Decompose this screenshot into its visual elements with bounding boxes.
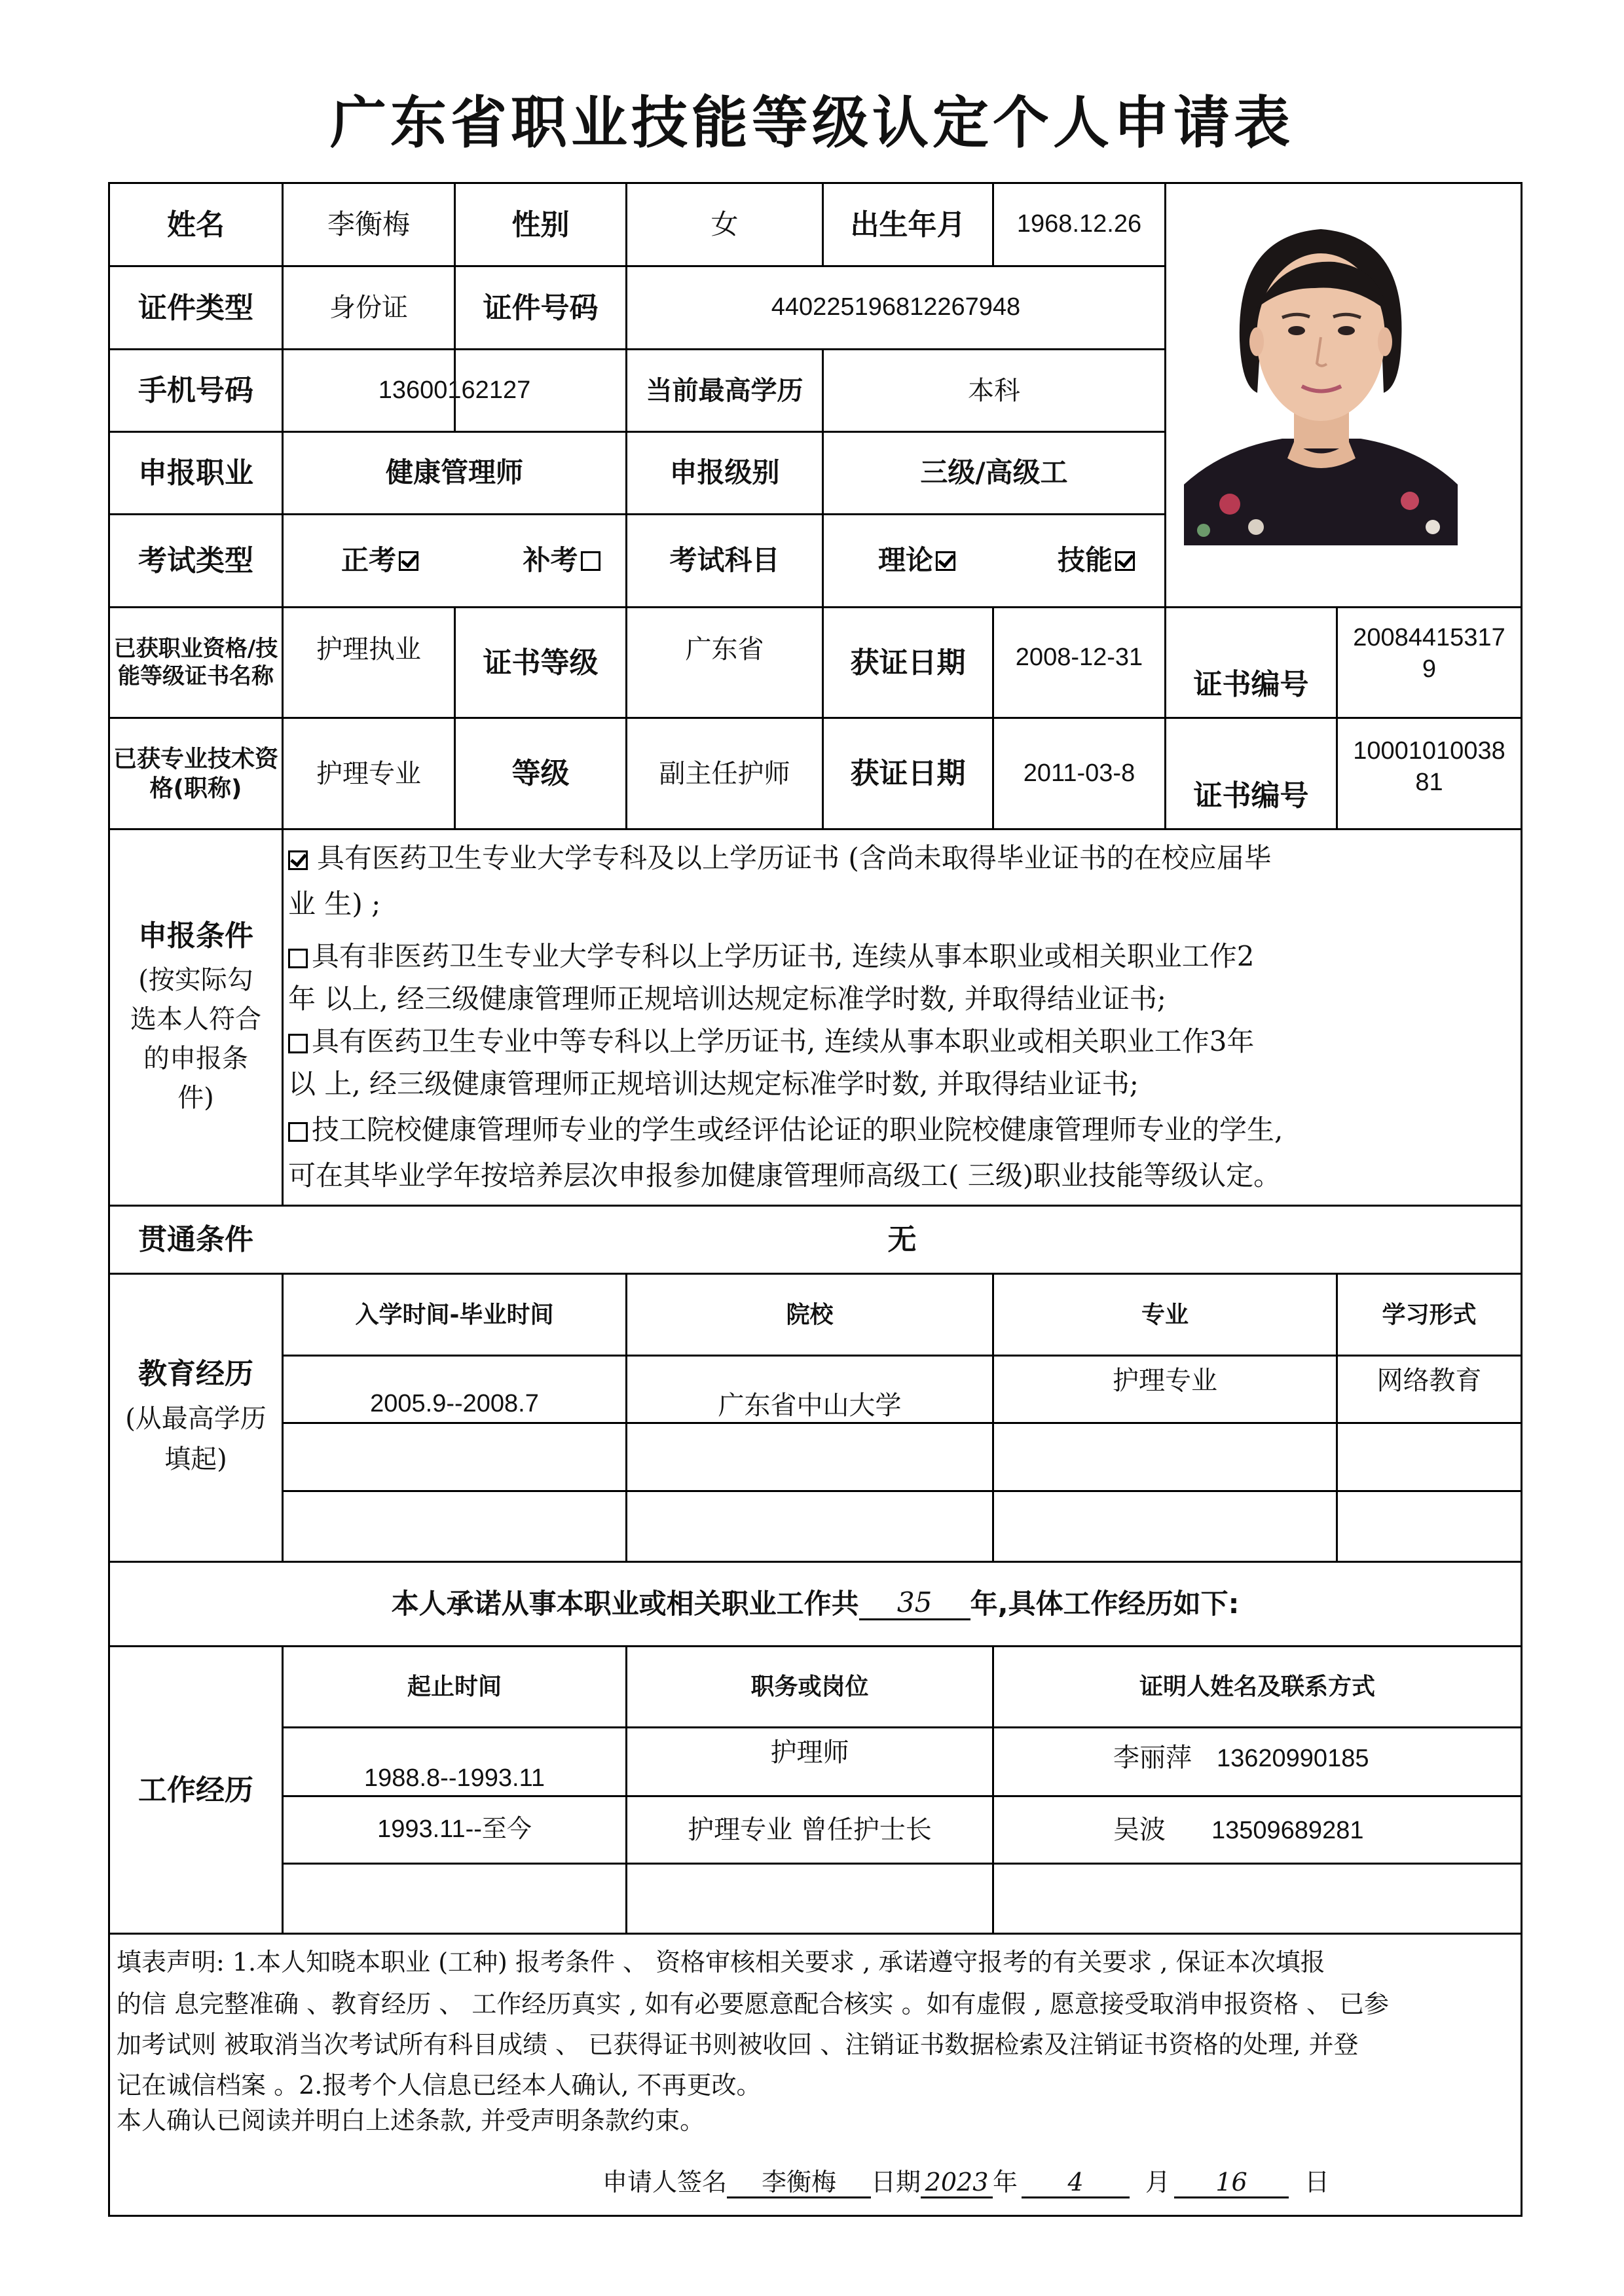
work-row1-reference[interactable] [1113,1741,1369,1775]
conditions-title: 申报条件 [138,919,253,953]
education-label: 当前最高学历 [646,375,803,406]
education-value[interactable]: 本科 [968,375,1020,406]
declaration-line-5: 本人确认已阅读并明白上述条款, 并受声明条款约束。 [117,2106,705,2135]
cert1-name-value[interactable]: 护理执业 [316,634,421,665]
education-history-hint: (从最高学历填起) [125,1404,267,1474]
education-history-label-cell [110,1275,282,1561]
id-type-value[interactable]: 身份证 [329,293,408,323]
condition-2[interactable] [288,936,1254,977]
work-header-reference: 证明人姓名及联系方式 [1139,1673,1375,1700]
form-title: 广东省职业技能等级认定个人申请表 [330,90,1294,156]
work-row2-period[interactable]: 1993.11--至今 [377,1815,532,1844]
work-row3-period[interactable] [284,1865,625,1933]
work-commitment-prefix: 本人承诺从事本职业或相关职业工作共 [391,1587,859,1620]
condition-4-line1: 技工院校健康管理师专业的学生或经评估论证的职业院校健康管理师专业的学生, [312,1114,1283,1146]
work-row3-reference[interactable] [994,1865,1521,1933]
edu-row1-period[interactable]: 2005.9--2008.7 [370,1389,539,1417]
cert2-number-line1: 10001010038 [1353,737,1505,765]
applicant-photo [1184,196,1458,545]
id-number-value[interactable]: 440225196812267948 [771,293,1021,321]
occupation-value[interactable]: 健康管理师 [385,456,523,489]
level-label: 申报级别 [669,456,780,489]
subject-skill-checkbox[interactable] [1115,551,1135,571]
edu-header-form: 学习形式 [1382,1301,1477,1328]
cert1-date-label: 获证日期 [850,646,966,680]
edu-row3-major[interactable] [994,1492,1336,1561]
through-label: 贯通条件 [138,1223,253,1256]
subject-skill-label: 技能 [1057,544,1113,577]
work-row2-ref-name: 吴波 [1113,1815,1166,1845]
exam-type-label: 考试类型 [138,544,253,577]
work-row2-ref-phone: 13509689281 [1211,1817,1364,1844]
edu-row1-major[interactable]: 护理专业 [1113,1366,1217,1396]
edu-header-major: 专业 [1141,1301,1189,1328]
edu-row3-school[interactable] [627,1492,992,1561]
date-month-unit: 月 [1145,2168,1171,2196]
cert2-number-label: 证书编号 [1193,779,1309,812]
subject-theory-label: 理论 [877,544,933,577]
edu-row3-period[interactable] [284,1492,625,1561]
date-day[interactable]: 16 [1174,2169,1289,2198]
cert2-number-value[interactable] [1338,719,1521,828]
signature-label: 申请人签名 [602,2168,728,2196]
phone-label: 手机号码 [138,374,253,407]
edu-row3-form[interactable] [1338,1492,1521,1561]
exam-makeup-checkbox[interactable] [581,551,600,571]
edu-header-period: 入学时间-毕业时间 [355,1301,554,1328]
exam-regular-label: 正考 [341,544,396,577]
id-number-label: 证件号码 [483,291,599,325]
signature-name[interactable]: 李衡梅 [727,2169,871,2198]
work-row2-reference[interactable] [1113,1813,1363,1847]
condition-1-line1: 具有医药卫生专业大学专科及以上学历证书 (含尚未取得毕业证书的在校应届毕 [317,842,1272,874]
condition-4-cont: 可在其毕业学年按培养层次申报参加健康管理师高级工( 三级)职业技能等级认定。 [288,1159,1282,1192]
work-history-label: 工作经历 [138,1773,253,1807]
subject-theory-checkbox[interactable] [936,551,955,571]
work-header-period: 起止时间 [407,1673,502,1700]
exam-makeup-label: 补考 [523,544,578,577]
condition-4[interactable] [288,1110,1283,1150]
condition-3-checkbox[interactable] [288,1034,308,1053]
edu-row2-school[interactable] [627,1424,992,1490]
date-month[interactable]: 4 [1022,2169,1130,2198]
work-commitment-suffix: 年,具体工作经历如下: [970,1587,1240,1620]
exam-makeup-option[interactable] [498,515,625,606]
education-history-title: 教育经历 [138,1357,253,1391]
exam-regular-option[interactable] [308,515,452,606]
cert2-number-line2: 81 [1415,768,1443,796]
cert1-date-value[interactable]: 2008-12-31 [1015,644,1143,671]
exam-subject-label: 考试科目 [669,544,780,577]
name-value[interactable]: 李衡梅 [327,208,410,240]
condition-3-line1: 具有医药卫生专业中等专科以上学历证书, 连续从事本职业或相关职业工作3年 [312,1025,1255,1057]
cert2-grade-label: 等级 [511,757,570,790]
cert1-level-label: 证书等级 [483,646,599,680]
occupation-label: 申报职业 [138,456,253,490]
conditions-label-cell [110,830,282,1205]
edu-row1-school[interactable]: 广东省中山大学 [718,1391,902,1421]
through-value[interactable]: 无 [887,1223,917,1256]
edu-row2-form[interactable] [1338,1424,1521,1490]
conditions-hint: (按实际勾选本人符合的申报条件) [130,964,261,1113]
subject-theory-option[interactable] [845,515,989,606]
cert2-name-value[interactable]: 护理专业 [316,758,421,789]
cert2-grade-value[interactable]: 副主任护师 [659,758,790,789]
level-value[interactable]: 三级/高级工 [920,456,1068,489]
cert1-name-label: 已获职业资格/技能等级证书名称 [113,635,278,689]
condition-2-checkbox[interactable] [288,949,308,968]
condition-3[interactable] [288,1021,1254,1062]
date-year[interactable]: 2023 [921,2169,993,2198]
cert2-date-label: 获证日期 [850,757,966,790]
gender-value[interactable]: 女 [710,208,739,240]
work-commitment [110,1563,1521,1645]
signature-line [602,2166,1329,2198]
condition-4-checkbox[interactable] [288,1122,308,1142]
work-row2-position[interactable]: 护理专业 曾任护士长 [688,1815,932,1845]
date-label: 日期 [871,2168,921,2196]
declaration-line-3: 加考试则 被取消当次考试所有科目成绩 、 已获得证书则被收回 、注销证书数据检索及注销证书资格的处理, 并登 [117,2030,1359,2059]
id-type-label: 证件类型 [138,291,253,325]
condition-2-cont: 年 以上, 经三级健康管理师正规培训达规定标准学时数, 并取得结业证书; [288,983,1166,1015]
gender-label: 性别 [511,208,570,242]
work-row1-ref-name: 李丽萍 [1113,1743,1192,1773]
condition-1-cont: 业 生) ; [288,888,381,920]
phone-value[interactable]: 13600162127 [378,376,531,404]
condition-3-cont: 以 上, 经三级健康管理师正规培训达规定标准学时数, 并取得结业证书; [288,1068,1139,1100]
birth-label: 出生年月 [850,208,966,242]
cert1-level-value[interactable]: 广东省 [685,634,764,665]
declaration-line-4: 记在诚信档案 。2.报考个人信息已经本人确认, 不再更改。 [117,2071,762,2100]
cert2-date-value[interactable]: 2011-03-8 [1023,759,1135,787]
date-day-unit: 日 [1304,2168,1330,2196]
work-years-value[interactable]: 35 [859,1588,970,1620]
cert1-number-label: 证书编号 [1193,668,1309,701]
work-row1-period[interactable]: 1988.8--1993.11 [363,1764,545,1792]
work-row1-ref-phone: 13620990185 [1217,1745,1369,1772]
declaration-line-1: 填表声明: 1.本人知晓本职业 (工种) 报考条件 、 资格审核相关要求 , 承诺遵守报考的有关要求 , 保证本次填报 [117,1948,1325,1977]
cert1-number-line1: 20084415317 [1353,624,1505,651]
name-label: 姓名 [167,208,225,242]
cert1-number-value[interactable] [1338,608,1521,717]
edu-header-school: 院校 [786,1301,834,1328]
edu-row2-major[interactable] [994,1424,1336,1490]
edu-row2-period[interactable] [284,1424,625,1490]
work-row1-position[interactable]: 护理师 [770,1738,849,1768]
cert1-number-line2: 9 [1422,655,1437,683]
condition-2-line1: 具有非医药卫生专业大学专科以上学历证书, 连续从事本职业或相关职业工作2 [312,940,1255,972]
declaration-line-2: 的信 息完整准确 、教育经历 、 工作经历真实 , 如有必要愿意配合核实 。如有虚假 , 愿意接受取消申报资格 、 已参 [117,1990,1390,2018]
cert2-name-label: 已获专业技术资格(职称) [113,745,278,802]
subject-skill-option[interactable] [1028,515,1164,606]
condition-1-checkbox[interactable] [288,850,308,870]
work-row3-position[interactable] [627,1865,992,1933]
birth-value[interactable]: 1968.12.26 [1016,210,1142,238]
date-year-unit: 年 [993,2168,1018,2196]
edu-row1-form[interactable]: 网络教育 [1376,1366,1482,1396]
work-header-position: 职务或岗位 [750,1673,869,1700]
condition-1[interactable] [288,838,1272,879]
exam-regular-checkbox[interactable] [399,551,418,571]
